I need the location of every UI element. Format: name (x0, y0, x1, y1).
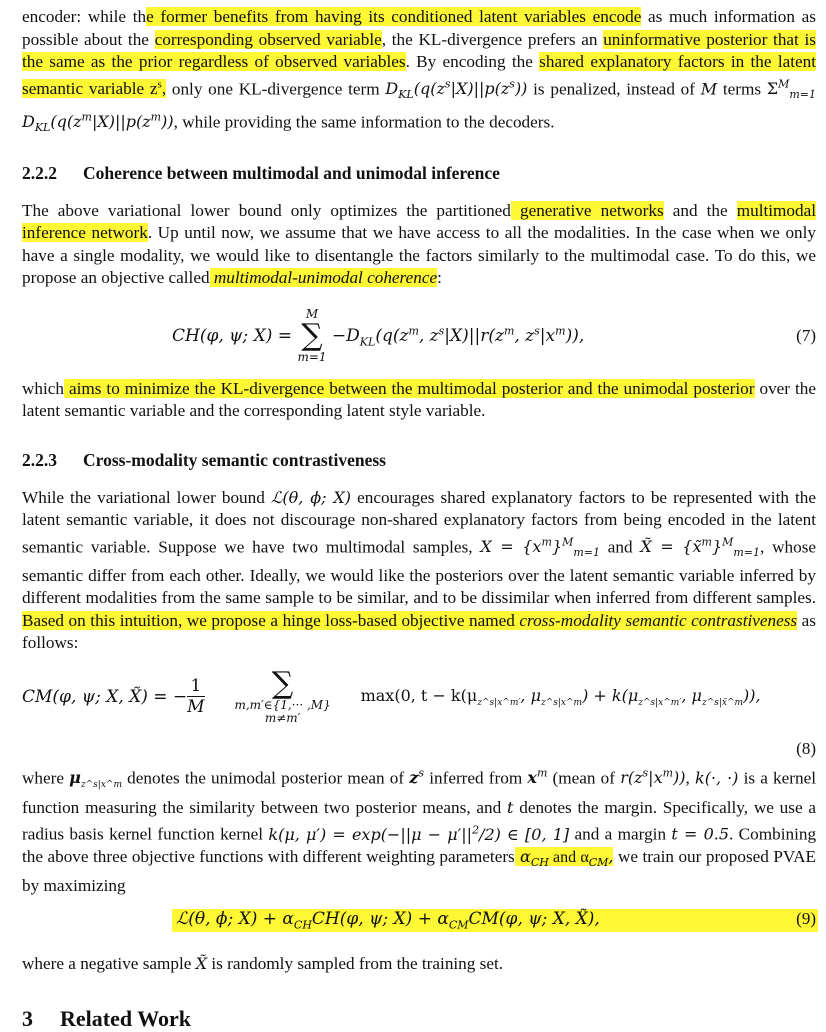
math-inline: k(μ, $\mu') = \exp(-||\mu - \mu'||^2/2)$ ∈ [0, 1] (268, 823, 570, 844)
highlight: corresponding observed variable (154, 29, 382, 49)
math-inline: t (507, 797, 514, 817)
text: , while providing the same information to the decoders. (173, 112, 555, 132)
equation-body: CM(φ, ψ; X, X̃) = − $\frac{1}{M}$ ∑ m,m′∈{1,··· ,M} m≠m′ max(0, $t - k(\mu_{z\^{}s|x\^{}m'}$, $\mu_{z\^{}s|x\^{}m}) + k(\mu_{z\^{}s|x\^{}m'}$, $\mu_{z\^{}s|x̃\^{}m}$)), (22, 665, 761, 725)
text: which (22, 378, 65, 398)
highlight: Based on this intuition, we propose a hinge loss-based objective named cross-modality semantic contrastiveness (22, 610, 798, 630)
paragraph-contrastiveness (22, 487, 816, 655)
equation-number: (9) (796, 909, 816, 929)
math-inline: $\Sigma^M_{m=1}$ $D_{KL}(q(z^m|X)||p(z^m))$ (22, 77, 816, 135)
fraction: $\frac{1}{M}$ (187, 676, 205, 718)
highlight: multimodal inference network (22, 200, 816, 243)
paragraph-which (22, 378, 816, 423)
math-inline: $X = \{x^m\}^M_{m=1}$ (480, 535, 600, 560)
text: denotes the margin. Specifically, we use a radius basis kernel function kernel (22, 797, 816, 844)
highlight: multimodal-unimodal coherence (209, 268, 438, 288)
section-number: 3 (22, 1005, 33, 1031)
equation-body: ℒ(θ, ϕ; $X) + \alpha_{CH}CH(\varphi$, ψ; $X) + \alpha_{CM}CM(\varphi$, ψ; X, X̃), (172, 909, 818, 931)
paragraph-negative-sample (22, 953, 816, 976)
math-inline: $r(z^s|x^m)$) (620, 766, 686, 788)
math-inline: $D_{KL}(q(z^s|X)||p(z^s))$ (385, 77, 528, 102)
text: encourages shared explanatory factors to be represented with the latent semantic variable, it does not discourage non-shared explanatory factors from being encoded in the latent semantic variable. Suppose we have two multimodal samples, (22, 487, 816, 557)
highlight: uninformative posterior that is the same as the prior regardless of observed variables (22, 29, 816, 71)
highlight: generative networks (510, 200, 664, 220)
math-inline: ℒ(θ, ϕ; X) (270, 487, 352, 507)
text: While the variational lower bound (22, 487, 271, 507)
highlight: shared explanatory factors in the latent semantic variable $z^s$, (22, 52, 817, 99)
text: . Combining the above three objective functions with different weighting parameters (22, 824, 817, 867)
text: as much information as possible about the (22, 7, 816, 49)
text: where a negative sample (22, 954, 196, 974)
text: and (600, 537, 641, 557)
section-heading-2-2-2 (22, 162, 816, 184)
equation-8 (22, 667, 816, 759)
text: , whose semantic differ from each other. Ideally, we would like the posteriors over the latent semantic variable inferred by different modalities from the same sample to be similar, and to be dissimilar when inferred from different samples. (22, 537, 817, 608)
equation-number: (7) (796, 325, 816, 345)
equation-7 (22, 304, 816, 370)
text: : (437, 268, 442, 288)
text: is a kernel function measuring the similarity between two posterior means, and (22, 768, 816, 817)
paper-page (22, 6, 816, 1032)
highlight: $\alpha_{CH}$ and $\alpha_{CM}$, (514, 847, 614, 870)
text: is penalized, instead of (527, 79, 701, 99)
math-inline: t = 0.5 (671, 824, 730, 844)
equation-number: (8) (796, 738, 816, 758)
summation: ∑ m,m′∈{1,··· ,M} m≠m′ (234, 665, 331, 725)
equation-body: CH(φ, ψ; X) = M ∑ m=1 $-D_{KL}(q(z^m$, $z^s|X)||r(z^m$, $z^s|x^m$)), (172, 306, 585, 364)
highlight: e former benefits from having its conditioned latent variables encode (146, 7, 642, 26)
section-number: 2.2.3 (22, 449, 57, 470)
math-inline: X̃ = {x̃$^m$}$^M_{m=1}$ (640, 535, 761, 560)
math-inline: $z^s$ (409, 766, 425, 788)
text: we train our proposed PVAE by maximizing (22, 847, 817, 895)
text: where (22, 768, 70, 788)
paragraph-coherence (22, 200, 816, 290)
text: (mean of (547, 768, 621, 788)
section-title: Coherence between multimodal and unimodal inference (83, 162, 500, 183)
section-title: Cross-modality semantic contrastiveness (83, 449, 386, 470)
text: as follows: (22, 610, 817, 653)
paragraph-where-mu (22, 763, 816, 898)
math-inline: $x^m$ (527, 766, 548, 788)
summation: M ∑ m=1 (297, 306, 327, 364)
highlight: aims to minimize the KL-divergence between the multimodal posterior and the unimodal posterior (64, 378, 755, 398)
section-heading-2-2-3 (22, 449, 816, 471)
text: inferred from (424, 768, 528, 788)
section-number: 2.2.2 (22, 162, 57, 183)
math-inline: $\mu_{z\^{}s|x\^{}m}$ (69, 768, 122, 791)
text: , the KL-divergence prefers an (381, 29, 604, 49)
text: over the latent semantic variable and the corresponding latent style variable. (22, 378, 816, 421)
text: , (685, 768, 695, 788)
paragraph-encoder (22, 6, 816, 140)
text: . Up until now, we assume that we have access to all the modalities. In the case when we only have a single modality, we would like to disentangle the factors similarly to the multimodal case. To do this, we propose an objective called (22, 223, 817, 288)
text: encoder: while th (22, 7, 147, 26)
text: and a margin (569, 824, 672, 844)
math-inline: M (700, 79, 718, 99)
math-inline: k(·, ·) (695, 768, 739, 788)
text: and the (663, 200, 737, 220)
text: . By encoding the (405, 52, 540, 71)
equation-9 (22, 905, 816, 939)
text: denotes the unimodal posterior mean of (121, 768, 410, 788)
text: The above variational lower bound only optimizes the partitioned (22, 200, 511, 220)
math-inline: X̃ (195, 954, 208, 974)
text: only one KL-divergence term (166, 79, 386, 99)
section-title: Related Work (60, 1005, 191, 1031)
text: terms (717, 79, 767, 99)
text: is randomly sampled from the training set. (207, 954, 504, 974)
